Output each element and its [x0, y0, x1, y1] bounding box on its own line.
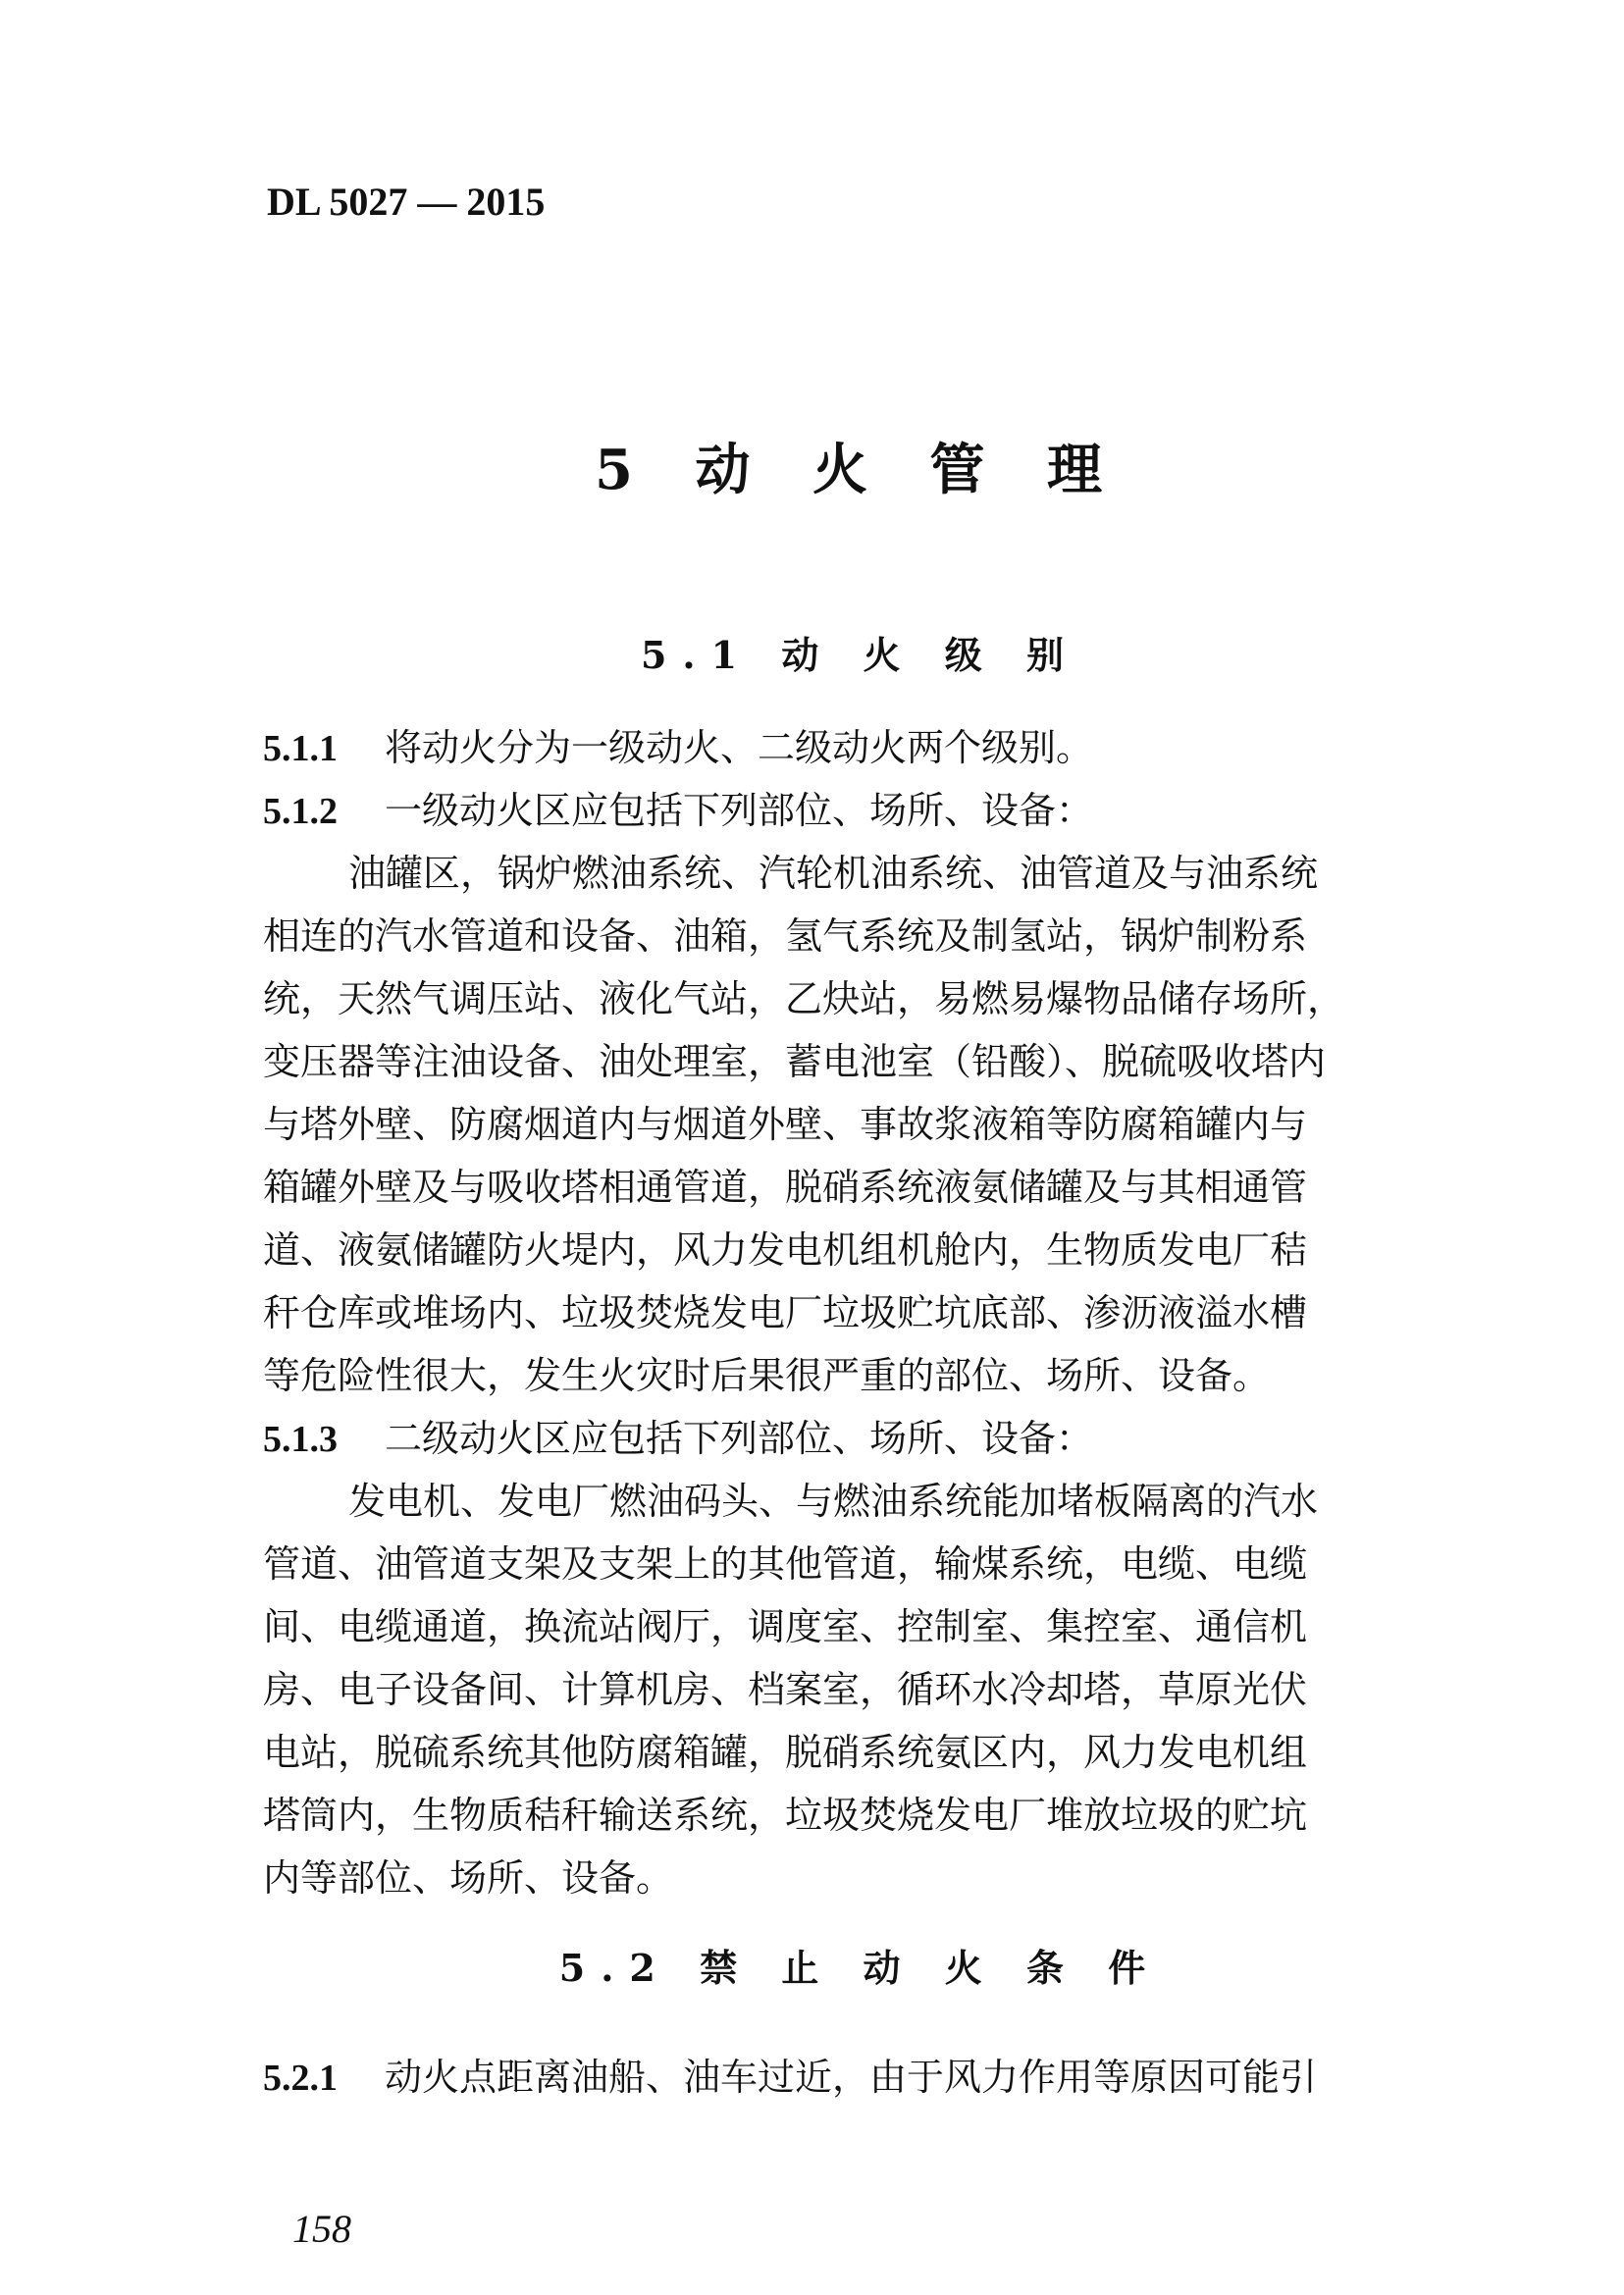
- paragraph-line: 等危险性很大，发生火灾时后果很严重的部位、场所、设备。: [263, 1354, 1271, 1397]
- clause-5-1-3: [263, 1415, 1450, 1463]
- page-number: 158: [292, 2207, 351, 2251]
- paragraph-line: 电站，脱硫系统其他防腐箱罐，脱硝系统氨区内，风力发电机组: [263, 1731, 1308, 1774]
- clause-number: 5.2.1: [263, 2058, 338, 2099]
- paragraph-line: 塔筒内，生物质秸秆输送系统，垃圾焚烧发电厂堆放垃圾的贮坑: [263, 1794, 1308, 1837]
- paragraph-line: 变压器等注油设备、油处理室，蓄电池室（铅酸）、脱硫吸收塔内: [263, 1040, 1327, 1083]
- paragraph-line: 道、液氨储罐防火堤内，风力发电机组机舱内，生物质发电厂秸: [263, 1228, 1308, 1272]
- clause-5-2-1: [263, 2054, 1450, 2102]
- clause-number: 5.1.2: [263, 791, 338, 832]
- paragraph-line: 内等部位、场所、设备。: [263, 1856, 674, 1900]
- paragraph-line: 统，天然气调压站、液化气站，乙炔站，易燃易爆物品储存场所，: [263, 977, 1345, 1020]
- standard-code-header: DL 5027 — 2015: [267, 180, 546, 224]
- paragraph-line: 秆仓库或堆场内、垃圾焚烧发电厂垃圾贮坑底部、渗沥液溢水槽: [263, 1291, 1308, 1334]
- section-5-2-title: 5.2 禁 止 动 火 条 件: [558, 1946, 1162, 1990]
- clause-5-1-2: [263, 787, 1450, 835]
- clause-text: 动火点距离油船、油车过近，由于风力作用等原因可能引: [385, 2056, 1318, 2099]
- paragraph-line: 房、电子设备间、计算机房、档案室，循环水冷却塔，草原光伏: [263, 1668, 1308, 1711]
- clause-number: 5.1.1: [263, 728, 338, 769]
- clause-text: 一级动火区应包括下列部位、场所、设备：: [385, 789, 1094, 832]
- chapter-title: 5 动 火 管 理: [595, 438, 1124, 502]
- paragraph-line: 油罐区，锅炉燃油系统、汽轮机油系统、油管道及与油系统: [348, 852, 1319, 895]
- clause-5-1-1: [263, 724, 1450, 772]
- clause-number: 5.1.3: [263, 1419, 338, 1460]
- paragraph-line: 管道、油管道支架及支架上的其他管道，输煤系统，电缆、电缆: [263, 1542, 1308, 1586]
- paragraph-line: 发电机、发电厂燃油码头、与燃油系统能加堵板隔离的汽水: [348, 1480, 1319, 1523]
- section-5-1-title: 5.1 动 火 级 别: [640, 633, 1080, 677]
- clause-text: 二级动火区应包括下列部位、场所、设备：: [385, 1417, 1094, 1460]
- paragraph-line: 间、电缆通道，换流站阀厅，调度室、控制室、集控室、通信机: [263, 1605, 1308, 1648]
- paragraph-line: 相连的汽水管道和设备、油箱，氢气系统及制氢站，锅炉制粉系: [263, 914, 1308, 958]
- paragraph-line: 箱罐外壁及与吸收塔相通管道，脱硝系统液氨储罐及与其相通管: [263, 1166, 1308, 1209]
- clause-text: 将动火分为一级动火、二级动火两个级别。: [385, 726, 1094, 769]
- paragraph-line: 与塔外壁、防腐烟道内与烟道外壁、事故浆液箱等防腐箱罐内与: [263, 1103, 1308, 1146]
